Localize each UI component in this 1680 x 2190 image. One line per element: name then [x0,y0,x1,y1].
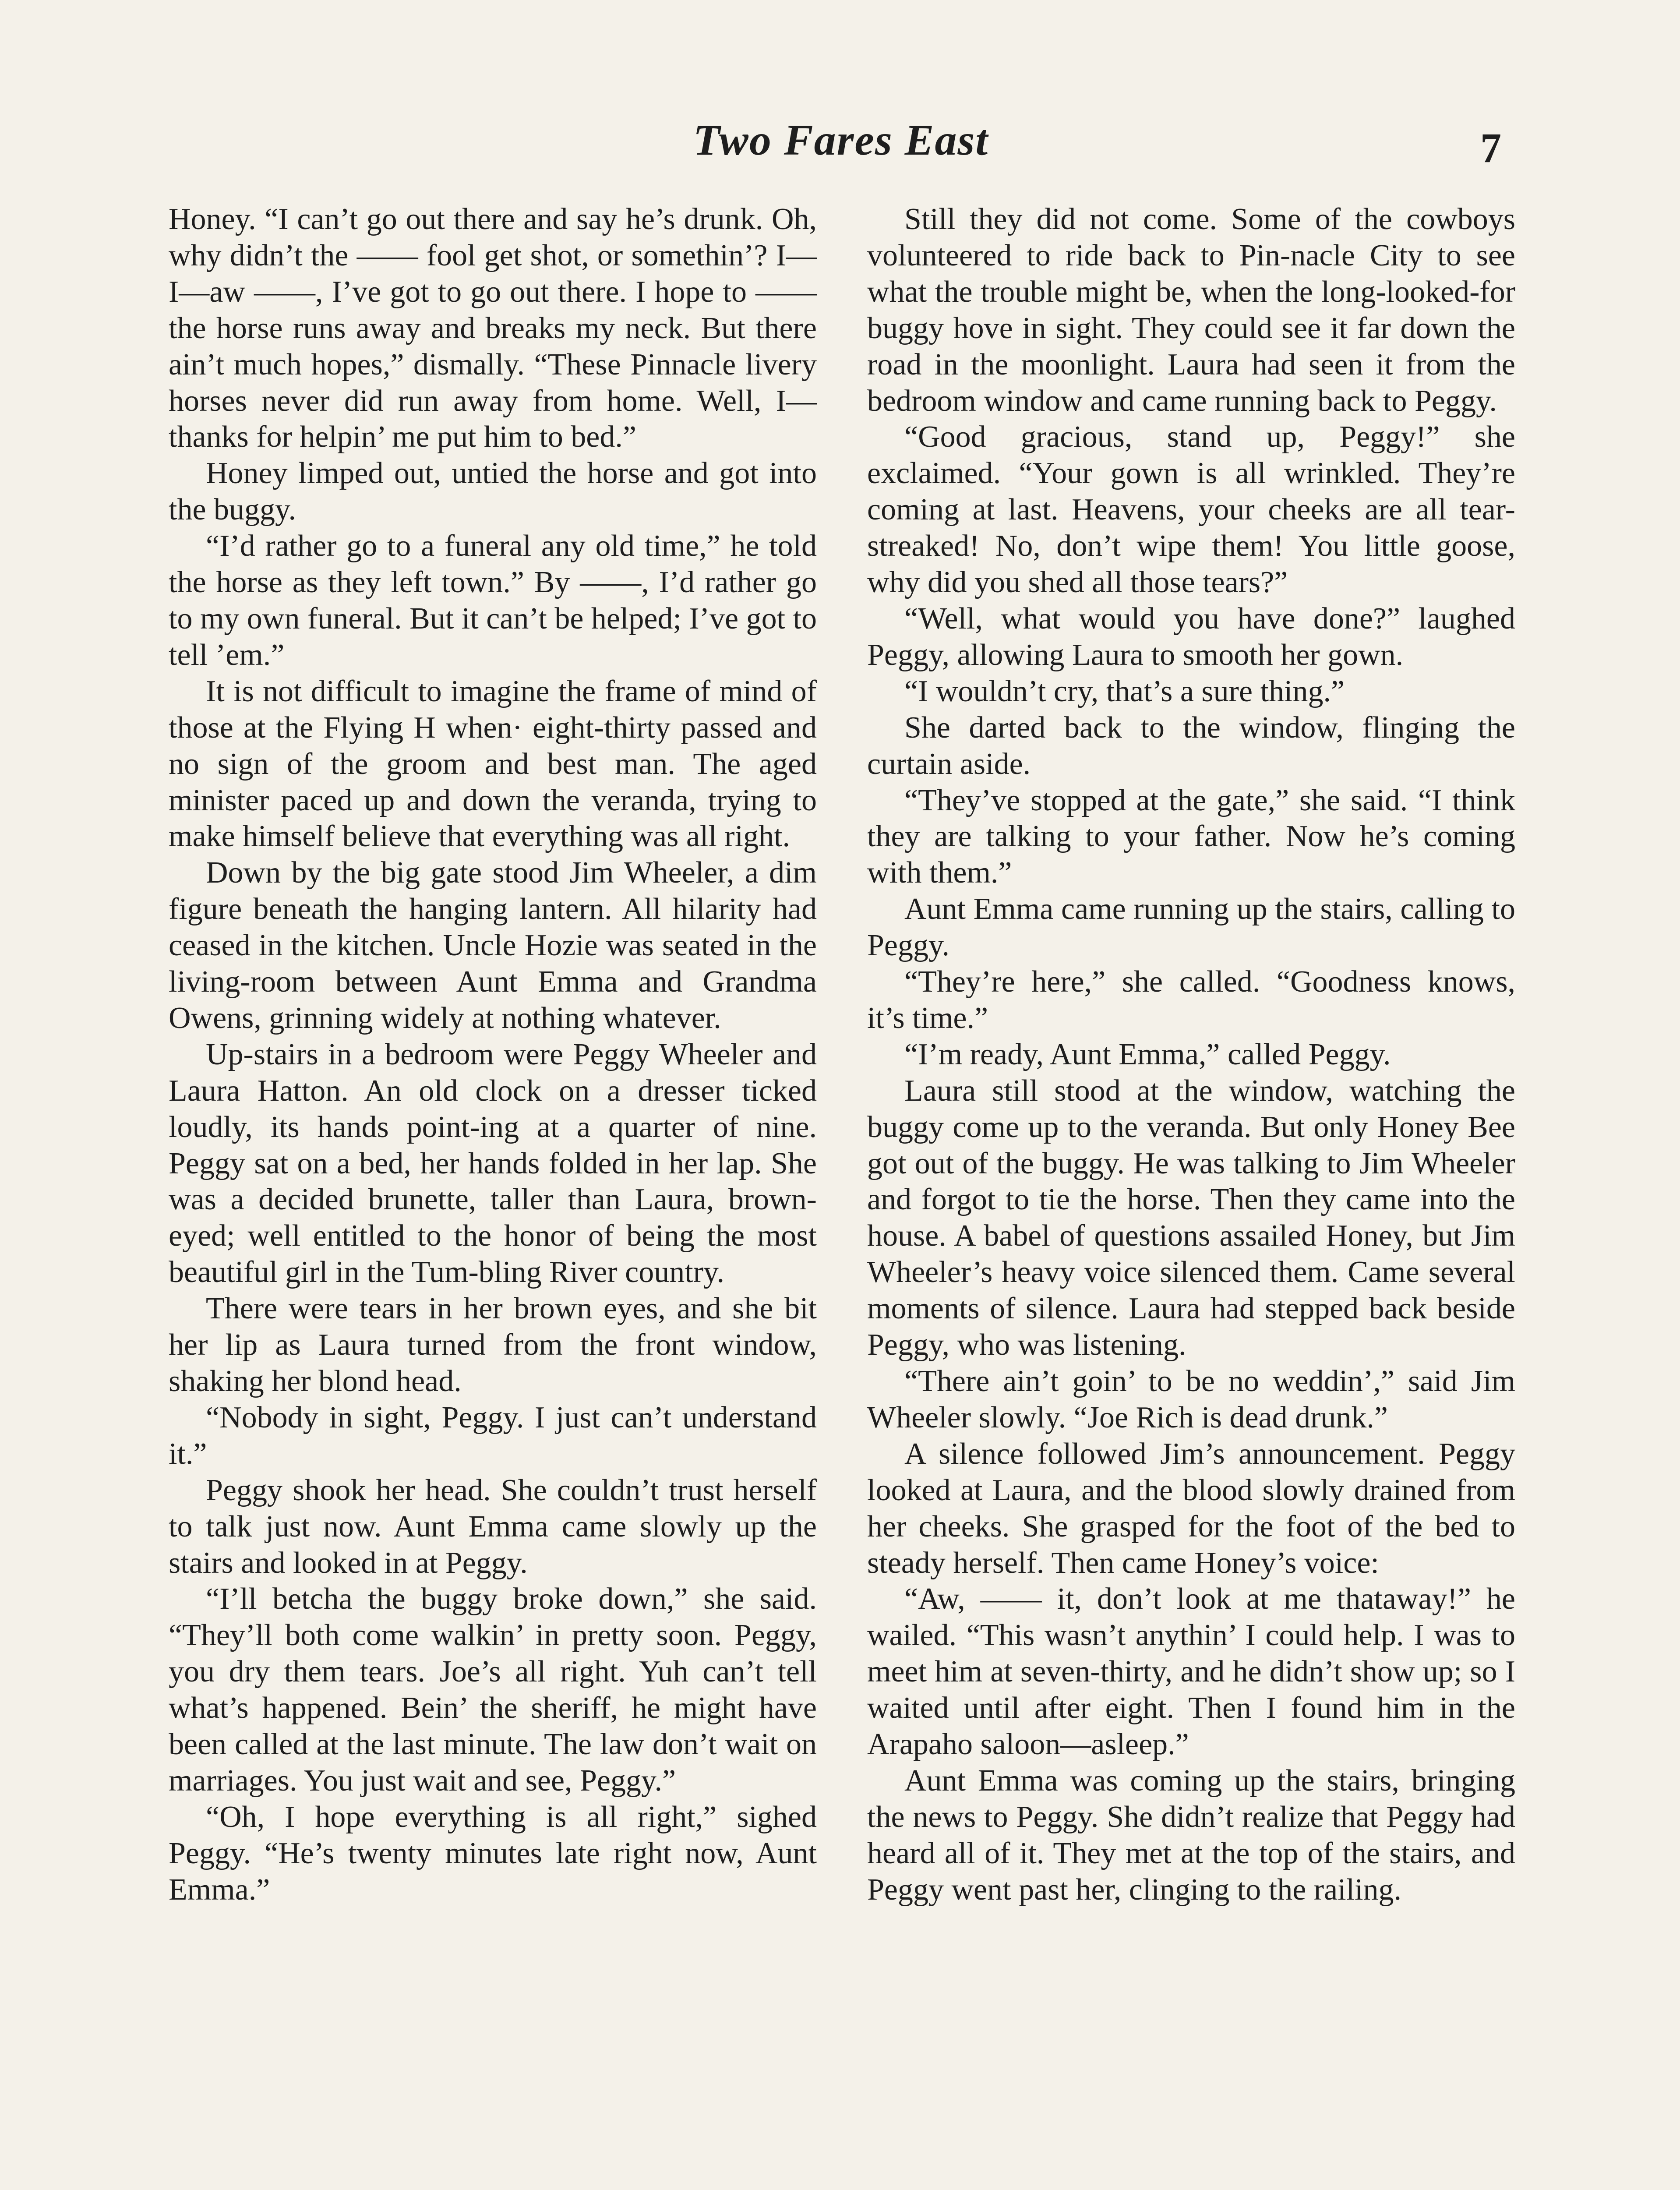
paragraph: Down by the big gate stood Jim Wheeler, a dim figure beneath the hanging lantern. All hilarity had ceased in the kitchen. Uncle Hozie was seated in the living-room between Aunt Emma and Grandma Owens, grinning widely at nothing whatever. [169,856,817,1035]
paragraph: “There ain’t goin’ to be no weddin’,” said Jim Wheeler slowly. “Joe Rich is dead drunk.” [867,1364,1515,1434]
paragraph: Aunt Emma was coming up the stairs, bringing the news to Peggy. She didn’t realize that Peggy had heard all of it. They met at the top of the stairs, and Peggy went past her, clinging to the railing. [867,1763,1515,1907]
paragraph: She darted back to the window, flinging the curtain aside. [867,710,1515,781]
paragraph: “Nobody in sight, Peggy. I just can’t understand it.” [169,1400,817,1471]
paragraph: It is not difficult to imagine the frame of mind of those at the Flying H when· eight-thirty passed and no sign of the groom and best man. The aged minister paced up and down the veranda, trying to make himself believe that everything was all right. [169,674,817,854]
page-number: 7 [1480,124,1501,171]
paragraph: “Well, what would you have done?” laughed Peggy, allowing Laura to smooth her gown. [867,601,1515,672]
paragraph: “I’d rather go to a funeral any old time,” he told the horse as they left town.” By ——, I’d rather go to my own funeral. But it can’t be helped; I’ve got to tell ’em.” [169,529,817,672]
paragraph: “I’m ready, Aunt Emma,” called Peggy. [904,1037,1391,1071]
paragraph: There were tears in her brown eyes, and she bit her lip as Laura turned from the front window, shaking her blond head. [169,1292,817,1398]
paragraph: “Good gracious, stand up, Peggy!” she exclaimed. “Your gown is all wrinkled. They’re coming at last. Heavens, your cheeks are all tear-streaked! No, don’t wipe them! You little goose, why did you shed all those tears?” [867,420,1515,600]
paragraph: “I wouldn’t cry, that’s a sure thing.” [904,674,1345,708]
paragraph: Honey limped out, untied the horse and got into the buggy. [169,456,817,527]
paragraph: Up-stairs in a bedroom were Peggy Wheeler and Laura Hatton. An old clock on a dresser ticked loudly, its hands point-ing at a quarter of nine. Peggy sat on a bed, her hands folded in her lap. She was a decided brunette, taller than Laura, brown-eyed; well entitled to the honor of being the most beautiful girl in the Tum-bling River country. [169,1037,817,1289]
running-head [0,110,1680,171]
right-text-column [867,201,1515,2190]
paragraph: Laura still stood at the window, watching the buggy come up to the veranda. But only Honey Bee got out of the buggy. He was talking to Jim Wheeler and forgot to tie the horse. Then they came into the house. A babel of questions assailed Honey, but Jim Wheeler’s heavy voice silenced them. Came several moments of silence. Laura had stepped back beside Peggy, who was listening. [867,1074,1515,1362]
paragraph: “Aw, —— it, don’t look at me thataway!” he wailed. “This wasn’t anythin’ I could help. I was to meet him at seven-thirty, and he didn’t show up; so I waited until after eight. Then I found him in the Arapaho saloon—asleep.” [867,1582,1515,1762]
paragraph: “They’ve stopped at the gate,” she said. “I think they are talking to your father. Now he’s coming with them.” [867,783,1515,890]
paragraph: “I’ll betcha the buggy broke down,” she said. “They’ll both come walkin’ in pretty soon. Peggy, you dry them tears. Joe’s all right. Yuh can’t tell what’s happened. Bein’ the sheriff, he might have been called at the last minute. The law don’t wait on marriages. You just wait and see, Peggy.” [169,1582,817,1798]
paragraph: “They’re here,” she called. “Goodness knows, it’s time.” [867,965,1515,1035]
paragraph: “Oh, I hope everything is all right,” sighed Peggy. “He’s twenty minutes late right now, Aunt Emma.” [169,1800,817,1907]
paragraph: Honey. “I can’t go out there and say he’s drunk. Oh, why didn’t the —— fool get shot, or somethin’? I—I—aw ——, I’ve got to go out there. I hope to —— the horse runs away and breaks my neck. But there ain’t much hopes,” dismally. “These Pinnacle livery horses never did run away from home. Well, I—thanks for helpin’ me put him to bed.” [169,202,817,454]
paragraph: Peggy shook her head. She couldn’t trust herself to talk just now. Aunt Emma came slowly up the stairs and looked in at Peggy. [169,1473,817,1580]
running-title: Two Fares East [693,116,989,164]
paragraph: A silence followed Jim’s announcement. Peggy looked at Laura, and the blood slowly drained from her cheeks. She grasped for the foot of the bed to steady herself. Then came Honey’s voice: [867,1437,1515,1580]
left-text-column [169,201,817,2190]
paragraph: Still they did not come. Some of the cowboys volunteered to ride back to Pin-nacle City to see what the trouble might be, when the long-looked-for buggy hove in sight. They could see it far down the road in the moonlight. Laura had seen it from the bedroom window and came running back to Peggy. [867,202,1515,418]
paragraph: Aunt Emma came running up the stairs, calling to Peggy. [867,892,1515,963]
